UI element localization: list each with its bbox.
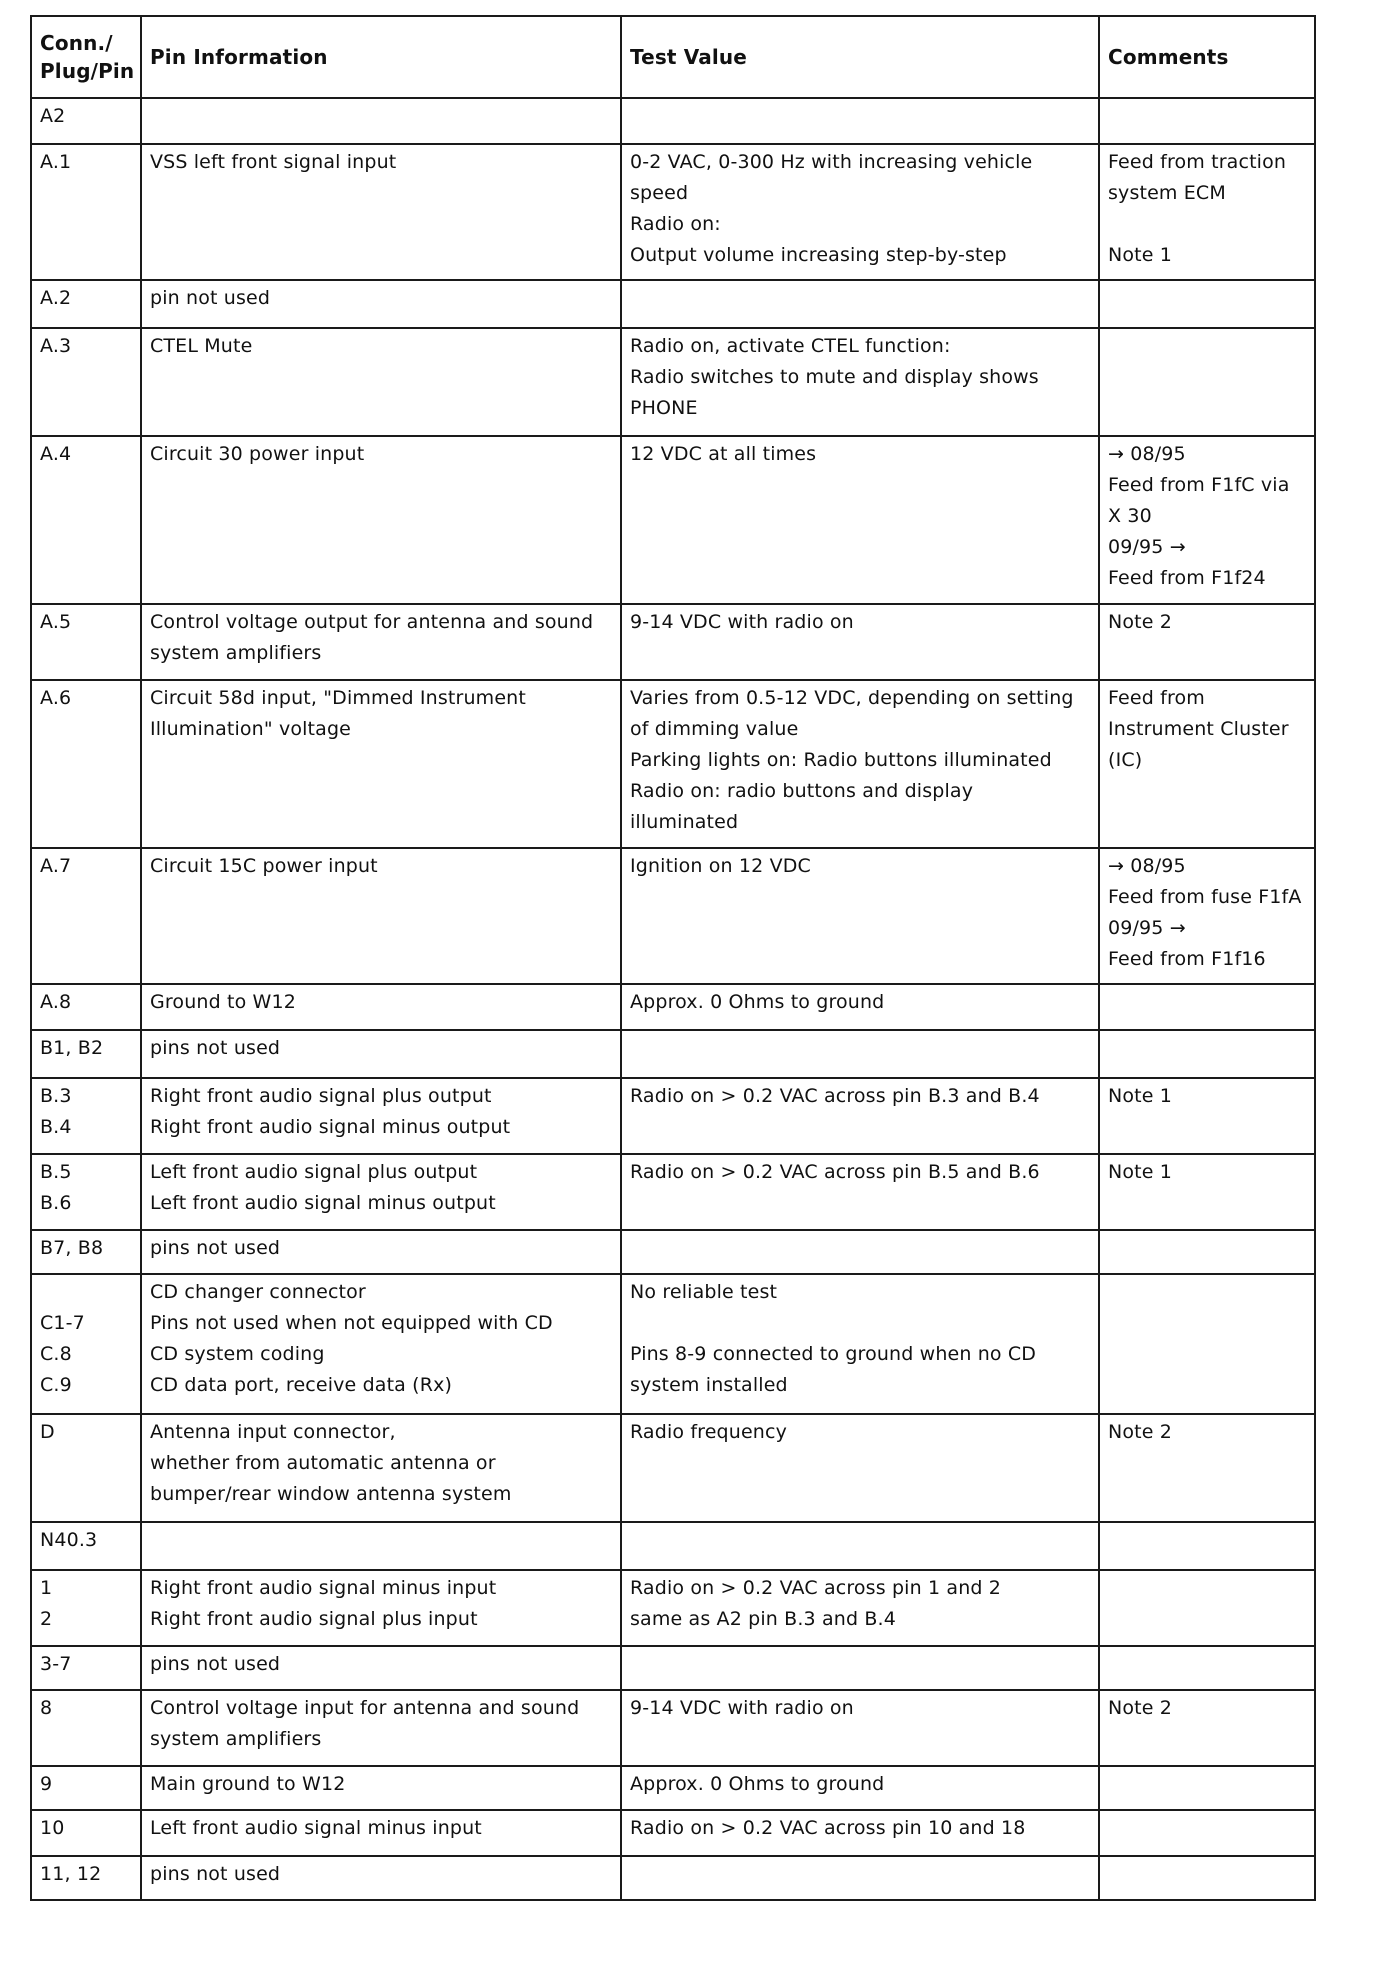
- table-row: [31, 984, 1315, 1030]
- comments-cell-line: Note 2: [1108, 611, 1173, 633]
- test-value-cell: [621, 328, 1099, 436]
- pin-cell-line: 10: [40, 1817, 65, 1839]
- test-value-cell-line: Radio on: radio buttons and display: [630, 780, 974, 802]
- pin-cell-line: A.8: [40, 991, 72, 1013]
- pin-information-cell: [141, 1274, 621, 1414]
- pin-cell: [31, 1522, 141, 1570]
- pin-information-cell-line: CD system coding: [150, 1343, 325, 1365]
- pin-cell-line: 11, 12: [40, 1863, 102, 1885]
- test-value-cell-line: illuminated: [630, 811, 739, 833]
- pin-information-cell-line: CTEL Mute: [150, 335, 253, 357]
- comments-cell: [1099, 984, 1315, 1030]
- pin-information-cell-line: Main ground to W12: [150, 1773, 346, 1795]
- test-value-cell: [621, 1522, 1099, 1570]
- test-value-cell-line: of dimming value: [630, 718, 799, 740]
- pin-information-cell: [141, 1230, 621, 1274]
- test-value-cell: [621, 1766, 1099, 1810]
- pin-cell: [31, 1646, 141, 1690]
- pin-cell-line: B.4: [40, 1116, 72, 1138]
- table-row: [31, 1766, 1315, 1810]
- test-value-cell: [621, 1230, 1099, 1274]
- pin-information-cell-line: Antenna input connector,: [150, 1421, 396, 1443]
- header-row: [31, 16, 1315, 98]
- comments-cell-line: → 08/95: [1108, 855, 1186, 877]
- test-value-cell-line: speed: [630, 182, 689, 204]
- comments-cell-line: X 30: [1108, 505, 1152, 527]
- table-body: [31, 98, 1315, 1900]
- test-value-cell-line: system installed: [630, 1374, 788, 1396]
- pin-information-cell: [141, 1522, 621, 1570]
- test-value-cell: [621, 984, 1099, 1030]
- table-row: [31, 1154, 1315, 1230]
- comments-cell-line: (IC): [1108, 749, 1143, 771]
- pin-cell-line: D: [40, 1421, 55, 1443]
- pin-cell: [31, 1856, 141, 1900]
- pin-information-cell: [141, 604, 621, 680]
- comments-cell-line: system ECM: [1108, 182, 1226, 204]
- comments-cell-line: Note 1: [1108, 244, 1173, 266]
- pin-information-cell: [141, 1856, 621, 1900]
- pin-information-cell: [141, 1646, 621, 1690]
- pin-information-cell-line: system amplifiers: [150, 1728, 322, 1750]
- pin-information-cell: [141, 1810, 621, 1856]
- pin-cell-line: 1: [40, 1577, 53, 1599]
- table-row: [31, 1522, 1315, 1570]
- table-row: [31, 1274, 1315, 1414]
- pin-information-cell: [141, 848, 621, 984]
- pin-information-cell: [141, 144, 621, 280]
- test-value-cell: [621, 1856, 1099, 1900]
- pin-information-cell-line: pins not used: [150, 1237, 281, 1259]
- comments-cell-line: Note 2: [1108, 1421, 1173, 1443]
- pin-information-cell-line: Right front audio signal minus input: [150, 1577, 497, 1599]
- pin-cell: [31, 1230, 141, 1274]
- pin-information-cell-line: Right front audio signal plus input: [150, 1608, 478, 1630]
- pin-information-cell: [141, 1690, 621, 1766]
- comments-cell: [1099, 604, 1315, 680]
- pin-information-cell-line: Pins not used when not equipped with CD: [150, 1312, 553, 1334]
- comments-cell: [1099, 1766, 1315, 1810]
- test-value-cell: [621, 1274, 1099, 1414]
- pin-information-cell-line: VSS left front signal input: [150, 151, 397, 173]
- pin-information-cell: [141, 1414, 621, 1522]
- comments-cell-line: Feed from F1f24: [1108, 567, 1266, 589]
- pin-information-cell-line: pins not used: [150, 1863, 281, 1885]
- test-value-cell-line: 9-14 VDC with radio on: [630, 1697, 854, 1719]
- comments-cell: [1099, 280, 1315, 328]
- test-value-cell-line: Varies from 0.5-12 VDC, depending on setting: [630, 687, 1074, 709]
- table-row: [31, 1690, 1315, 1766]
- pin-information-cell-line: Ground to W12: [150, 991, 296, 1013]
- pin-cell: [31, 1766, 141, 1810]
- pin-information-cell-line: bumper/rear window antenna system: [150, 1483, 512, 1505]
- table-row: [31, 604, 1315, 680]
- test-value-cell-line: Parking lights on: Radio buttons illuminated: [630, 749, 1052, 771]
- pin-information-cell-line: pin not used: [150, 287, 271, 309]
- comments-cell-line: [1108, 209, 1308, 240]
- pin-cell-line: C.8: [40, 1343, 72, 1365]
- pin-cell: [31, 604, 141, 680]
- test-value-cell: [621, 436, 1099, 604]
- comments-cell-line: Feed from traction: [1108, 151, 1287, 173]
- table-row: [31, 144, 1315, 280]
- test-value-cell-line: Approx. 0 Ohms to ground: [630, 991, 885, 1013]
- table-row: [31, 1856, 1315, 1900]
- pin-cell-line: B1, B2: [40, 1037, 104, 1059]
- pin-information-cell-line: Left front audio signal minus output: [150, 1192, 496, 1214]
- pin-cell-line: C.9: [40, 1374, 72, 1396]
- pin-cell-line: C1-7: [40, 1312, 85, 1334]
- pin-information-cell-line: system amplifiers: [150, 642, 322, 664]
- pin-cell: [31, 1078, 141, 1154]
- pin-cell: [31, 1570, 141, 1646]
- pin-cell-line: 2: [40, 1608, 53, 1630]
- pin-cell-line: A.3: [40, 335, 72, 357]
- pin-information-cell-line: Control voltage output for antenna and sound: [150, 611, 594, 633]
- pin-information-cell: [141, 984, 621, 1030]
- pin-cell: [31, 1414, 141, 1522]
- test-value-cell: [621, 280, 1099, 328]
- test-value-cell: [621, 848, 1099, 984]
- comments-cell: [1099, 1522, 1315, 1570]
- pin-information-cell-line: CD changer connector: [150, 1281, 366, 1303]
- table-row: [31, 1030, 1315, 1078]
- pin-information-cell: [141, 328, 621, 436]
- test-value-cell: [621, 1030, 1099, 1078]
- comments-cell: [1099, 1154, 1315, 1230]
- table-row: [31, 328, 1315, 436]
- pin-cell: [31, 984, 141, 1030]
- test-value-cell-line: Radio frequency: [630, 1421, 787, 1443]
- header-comments: Comments: [1099, 16, 1315, 98]
- pin-cell: [31, 1810, 141, 1856]
- test-value-cell: [621, 1690, 1099, 1766]
- comments-cell: [1099, 1646, 1315, 1690]
- test-value-cell-line: Radio on:: [630, 213, 721, 235]
- test-value-cell: [621, 1078, 1099, 1154]
- header-pin-information: Pin Information: [141, 16, 621, 98]
- test-value-cell: [621, 144, 1099, 280]
- test-value-cell-line: Approx. 0 Ohms to ground: [630, 1773, 885, 1795]
- table-row: [31, 1810, 1315, 1856]
- pin-information-table: [30, 15, 1316, 1901]
- comments-cell: [1099, 1078, 1315, 1154]
- comments-cell-line: Note 2: [1108, 1697, 1173, 1719]
- test-value-cell-line: Pins 8-9 connected to ground when no CD: [630, 1343, 1037, 1365]
- comments-cell-line: 09/95 →: [1108, 536, 1186, 558]
- pin-information-cell-line: whether from automatic antenna or: [150, 1452, 496, 1474]
- pin-cell-line: A.6: [40, 687, 72, 709]
- comments-cell: [1099, 1414, 1315, 1522]
- test-value-cell-line: Radio on, activate CTEL function:: [630, 335, 951, 357]
- test-value-cell-line: Radio on > 0.2 VAC across pin 10 and 18: [630, 1817, 1026, 1839]
- test-value-cell-line: 0-2 VAC, 0-300 Hz with increasing vehicle: [630, 151, 1033, 173]
- pin-cell-line: A.1: [40, 151, 72, 173]
- pin-information-cell-line: Control voltage input for antenna and sound: [150, 1697, 580, 1719]
- pin-cell-line: B7, B8: [40, 1237, 104, 1259]
- pin-cell: [31, 848, 141, 984]
- test-value-cell: [621, 680, 1099, 848]
- comments-cell-line: Feed from: [1108, 687, 1205, 709]
- pin-information-cell: [141, 1570, 621, 1646]
- pin-information-cell: [141, 1030, 621, 1078]
- pin-cell-line: 9: [40, 1773, 53, 1795]
- pin-cell-line: [40, 1277, 134, 1308]
- comments-cell-line: Feed from fuse F1fA: [1108, 886, 1302, 908]
- table-row: [31, 98, 1315, 144]
- pin-cell-line: 8: [40, 1697, 53, 1719]
- test-value-cell: [621, 604, 1099, 680]
- pin-cell-line: B.5: [40, 1161, 72, 1183]
- test-value-cell-line: PHONE: [630, 397, 698, 419]
- pin-information-cell: [141, 436, 621, 604]
- pin-cell-line: B.6: [40, 1192, 72, 1214]
- table-row: [31, 1414, 1315, 1522]
- comments-cell-line: Instrument Cluster: [1108, 718, 1289, 740]
- pin-information-cell-line: CD data port, receive data (Rx): [150, 1374, 453, 1396]
- test-value-cell: [621, 1154, 1099, 1230]
- comments-cell-line: 09/95 →: [1108, 917, 1186, 939]
- table-row: [31, 680, 1315, 848]
- pin-information-cell: [141, 680, 621, 848]
- pin-cell: [31, 328, 141, 436]
- table-row: [31, 1230, 1315, 1274]
- test-value-cell-line: Ignition on 12 VDC: [630, 855, 811, 877]
- comments-cell: [1099, 1856, 1315, 1900]
- pin-information-cell: [141, 280, 621, 328]
- pin-cell: [31, 436, 141, 604]
- comments-cell: [1099, 848, 1315, 984]
- pin-information-cell-line: pins not used: [150, 1037, 281, 1059]
- comments-cell: [1099, 680, 1315, 848]
- test-value-cell-line: 12 VDC at all times: [630, 443, 817, 465]
- test-value-cell-line: Radio on > 0.2 VAC across pin B.5 and B.6: [630, 1161, 1040, 1183]
- pin-information-cell-line: Right front audio signal plus output: [150, 1085, 492, 1107]
- pin-cell: [31, 280, 141, 328]
- pin-cell-line: A.2: [40, 287, 72, 309]
- pin-cell-line: A.4: [40, 443, 72, 465]
- header-test-value: Test Value: [621, 16, 1099, 98]
- test-value-cell: [621, 1810, 1099, 1856]
- comments-cell: [1099, 1690, 1315, 1766]
- comments-cell: [1099, 1274, 1315, 1414]
- table-row: [31, 280, 1315, 328]
- table-row: [31, 1646, 1315, 1690]
- test-value-cell: [621, 1570, 1099, 1646]
- comments-cell: [1099, 1230, 1315, 1274]
- comments-cell: [1099, 1810, 1315, 1856]
- comments-cell: [1099, 144, 1315, 280]
- test-value-cell-line: Radio on > 0.2 VAC across pin 1 and 2: [630, 1577, 1002, 1599]
- pin-cell: [31, 1030, 141, 1078]
- comments-cell-line: Feed from F1f16: [1108, 948, 1266, 970]
- table-row: [31, 436, 1315, 604]
- comments-cell: [1099, 436, 1315, 604]
- header-conn-line-1: Conn./ Plug/Pin: [40, 31, 135, 83]
- pin-cell-line: 3-7: [40, 1653, 72, 1675]
- pin-information-cell: [141, 1078, 621, 1154]
- header-conn-plug-pin: [31, 16, 141, 98]
- test-value-cell-line: No reliable test: [630, 1281, 778, 1303]
- comments-cell-line: Note 1: [1108, 1161, 1173, 1183]
- table-row: [31, 848, 1315, 984]
- pin-information-cell: [141, 1766, 621, 1810]
- comments-cell-line: → 08/95: [1108, 443, 1186, 465]
- comments-cell: [1099, 328, 1315, 436]
- table-row: [31, 1570, 1315, 1646]
- pin-cell-line: A2: [40, 105, 66, 127]
- pin-information-cell-line: Circuit 58d input, "Dimmed Instrument: [150, 687, 526, 709]
- test-value-cell-line: 9-14 VDC with radio on: [630, 611, 854, 633]
- pin-cell: [31, 144, 141, 280]
- pin-information-cell-line: pins not used: [150, 1653, 281, 1675]
- pin-information-cell-line: Right front audio signal minus output: [150, 1116, 511, 1138]
- pin-information-cell-line: Left front audio signal plus output: [150, 1161, 478, 1183]
- pin-cell-line: B.3: [40, 1085, 72, 1107]
- comments-cell-line: Note 1: [1108, 1085, 1173, 1107]
- pin-cell: [31, 1274, 141, 1414]
- test-value-cell: [621, 1414, 1099, 1522]
- pin-information-cell: [141, 98, 621, 144]
- pin-information-cell-line: Left front audio signal minus input: [150, 1817, 482, 1839]
- test-value-cell: [621, 98, 1099, 144]
- pin-cell-line: A.7: [40, 855, 72, 877]
- pin-cell: [31, 1154, 141, 1230]
- table-row: [31, 1078, 1315, 1154]
- test-value-cell-line: same as A2 pin B.3 and B.4: [630, 1608, 896, 1630]
- test-value-cell-line: Radio on > 0.2 VAC across pin B.3 and B.4: [630, 1085, 1040, 1107]
- comments-cell: [1099, 1570, 1315, 1646]
- test-value-cell-line: Radio switches to mute and display shows: [630, 366, 1039, 388]
- test-value-cell: [621, 1646, 1099, 1690]
- pin-cell: [31, 1690, 141, 1766]
- pin-information-cell-line: Circuit 30 power input: [150, 443, 365, 465]
- pin-information-cell-line: Circuit 15C power input: [150, 855, 378, 877]
- pin-information-cell-line: Illumination" voltage: [150, 718, 351, 740]
- pin-cell-line: A.5: [40, 611, 72, 633]
- pin-cell-line: N40.3: [40, 1529, 98, 1551]
- comments-cell: [1099, 98, 1315, 144]
- test-value-cell-line: [630, 1308, 1092, 1339]
- comments-cell-line: Feed from F1fC via: [1108, 474, 1290, 496]
- pin-cell: [31, 680, 141, 848]
- test-value-cell-line: Output volume increasing step-by-step: [630, 244, 1007, 266]
- comments-cell: [1099, 1030, 1315, 1078]
- pin-cell: [31, 98, 141, 144]
- pin-information-cell: [141, 1154, 621, 1230]
